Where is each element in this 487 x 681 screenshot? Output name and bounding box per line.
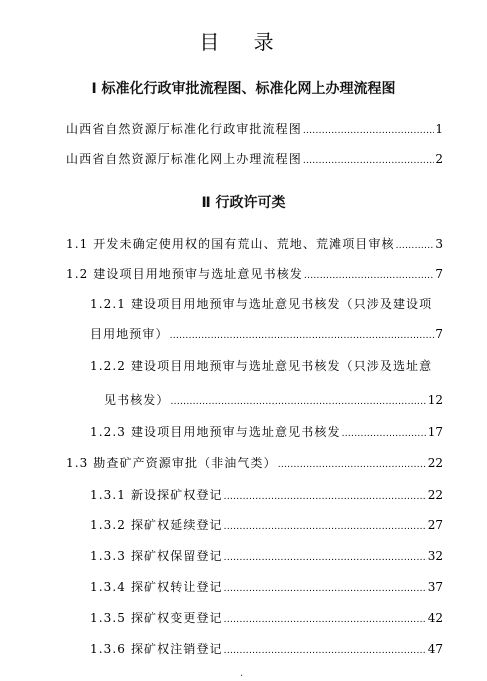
- dot-leader: [342, 425, 427, 439]
- toc-entry[interactable]: [66, 120, 443, 137]
- toc-entry-label: 1.3.1 新设探矿权登记: [90, 488, 223, 502]
- toc-entry[interactable]: [66, 235, 443, 252]
- toc-entry-page: 22: [427, 488, 443, 502]
- dot-leader: [304, 267, 434, 281]
- toc-entry[interactable]: [104, 391, 443, 408]
- dot-leader: [171, 393, 427, 407]
- toc-entry-label-line1[interactable]: 1.2.1 建设项目用地预审与选址意见书核发（只涉及建设项: [90, 297, 433, 311]
- toc-entry[interactable]: [66, 454, 443, 471]
- toc-entry-page: 32: [427, 549, 443, 563]
- toc-entry[interactable]: [90, 547, 443, 564]
- dot-leader: [278, 456, 427, 470]
- toc-entry-label-line1[interactable]: 1.2.2 建设项目用地预审与选址意见书核发（只涉及选址意: [90, 359, 433, 373]
- toc-entry-label: 见书核发）: [104, 393, 170, 407]
- dot-leader: [224, 580, 427, 594]
- toc-entry[interactable]: [90, 423, 443, 440]
- dot-leader: [224, 642, 427, 656]
- section-heading-1: Ⅰ 标准化行政审批流程图、标准化网上办理流程图: [91, 81, 396, 97]
- toc-entry-page: 42: [427, 611, 443, 625]
- toc-entry-label: 1.2 建设项目用地预审与选址意见书核发: [66, 267, 303, 281]
- toc-entry-label: 1.3.5 探矿权变更登记: [90, 611, 223, 625]
- section-heading-2: Ⅱ 行政许可类: [201, 195, 286, 211]
- toc-entry-page: 22: [427, 456, 443, 470]
- toc-entry-page: 2: [435, 152, 443, 166]
- toc-entry-page: 12: [427, 393, 443, 407]
- toc-entry-label: 1.3.3 探矿权保留登记: [90, 549, 223, 563]
- toc-entry[interactable]: [90, 325, 443, 342]
- toc-entry-page: 27: [427, 518, 443, 532]
- dot-leader: [170, 327, 435, 341]
- toc-entry[interactable]: [66, 150, 443, 167]
- toc-entry[interactable]: [90, 640, 443, 657]
- toc-entry-label: 1.2.3 建设项目用地预审与选址意见书核发: [90, 425, 341, 439]
- toc-entry-page: 37: [427, 580, 443, 594]
- dot-leader: [303, 152, 435, 166]
- toc-entry-page: 47: [427, 642, 443, 656]
- dot-leader: [396, 237, 435, 251]
- dot-leader: [224, 518, 427, 532]
- toc-entry[interactable]: [90, 516, 443, 533]
- dot-leader: [224, 549, 427, 563]
- toc-entry[interactable]: [90, 486, 443, 503]
- dot-leader: [303, 122, 435, 136]
- toc-entry[interactable]: [90, 609, 443, 626]
- page-title: 目 录: [199, 30, 288, 54]
- toc-entry-page: 7: [435, 327, 443, 341]
- toc-entry-label: 山西省自然资源厅标准化行政审批流程图: [66, 122, 302, 136]
- footer-mark: .: [240, 668, 244, 679]
- toc-entry[interactable]: [66, 265, 443, 282]
- toc-entry-label: 1.3 勘查矿产资源审批（非油气类）: [66, 456, 277, 470]
- toc-entry-label: 1.1 开发未确定使用权的国有荒山、荒地、荒滩项目审核: [66, 237, 395, 251]
- toc-entry-label: 1.3.2 探矿权延续登记: [90, 518, 223, 532]
- toc-entry-label: 山西省自然资源厅标准化网上办理流程图: [66, 152, 302, 166]
- toc-entry-page: 3: [435, 237, 443, 251]
- toc-entry-page: 7: [435, 267, 443, 281]
- toc-entry[interactable]: [90, 578, 443, 595]
- toc-entry-label: 1.3.6 探矿权注销登记: [90, 642, 223, 656]
- toc-entry-page: 17: [427, 425, 443, 439]
- dot-leader: [224, 488, 427, 502]
- toc-entry-label: 1.3.4 探矿权转让登记: [90, 580, 223, 594]
- toc-entry-page: 1: [435, 122, 443, 136]
- toc-entry-label: 目用地预审）: [90, 327, 169, 341]
- dot-leader: [224, 611, 427, 625]
